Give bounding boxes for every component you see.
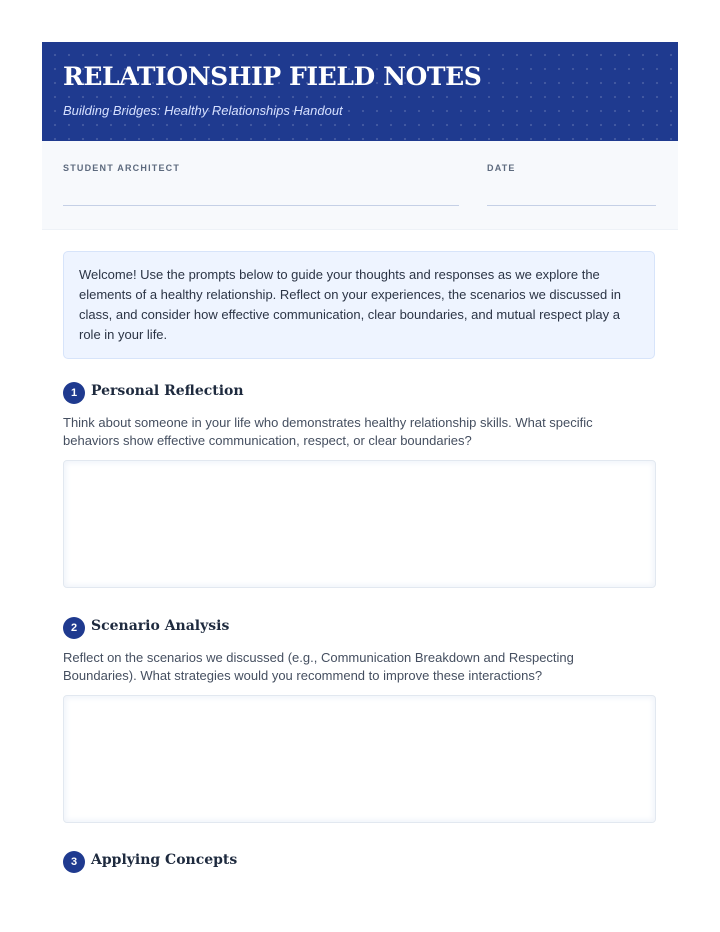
header-banner: [42, 42, 678, 141]
page-title: RELATIONSHIP FIELD NOTES: [63, 62, 482, 91]
intro-text: Welcome! Use the prompts below to guide your thoughts and responses as we explore the elements of a healthy relationship. Reflect on your experiences, the scenarios we discussed in class, and consider how effective communication, clear boundaries, and mutual respect play a role in your life.: [79, 267, 621, 342]
section-number-badge: 1: [63, 382, 85, 404]
section-prompt: Reflect on the scenarios we discussed (e.g., Communication Breakdown and Respecting Boundaries). What strategies would you recommend to improve these interactions?: [63, 650, 574, 683]
student-name-label: STUDENT ARCHITECT: [63, 163, 181, 173]
date-label: DATE: [487, 163, 516, 173]
section-prompt: Think about someone in your life who demonstrates healthy relationship skills. What specific behaviors show effective communication, respect, or clear boundaries?: [63, 415, 593, 448]
student-info-panel: [42, 141, 678, 230]
section-number-badge: 3: [63, 851, 85, 873]
section-title: Applying Concepts: [91, 852, 238, 868]
date-field[interactable]: [487, 205, 656, 206]
section-title: Scenario Analysis: [91, 618, 230, 634]
section-number-badge: 2: [63, 617, 85, 639]
student-name-field[interactable]: [63, 205, 459, 206]
personal-reflection-answer-box[interactable]: [63, 460, 656, 588]
page-subtitle: Building Bridges: Healthy Relationships Handout: [63, 103, 343, 118]
intro-box: [63, 251, 655, 359]
section-title: Personal Reflection: [91, 383, 244, 399]
scenario-analysis-answer-box[interactable]: [63, 695, 656, 823]
